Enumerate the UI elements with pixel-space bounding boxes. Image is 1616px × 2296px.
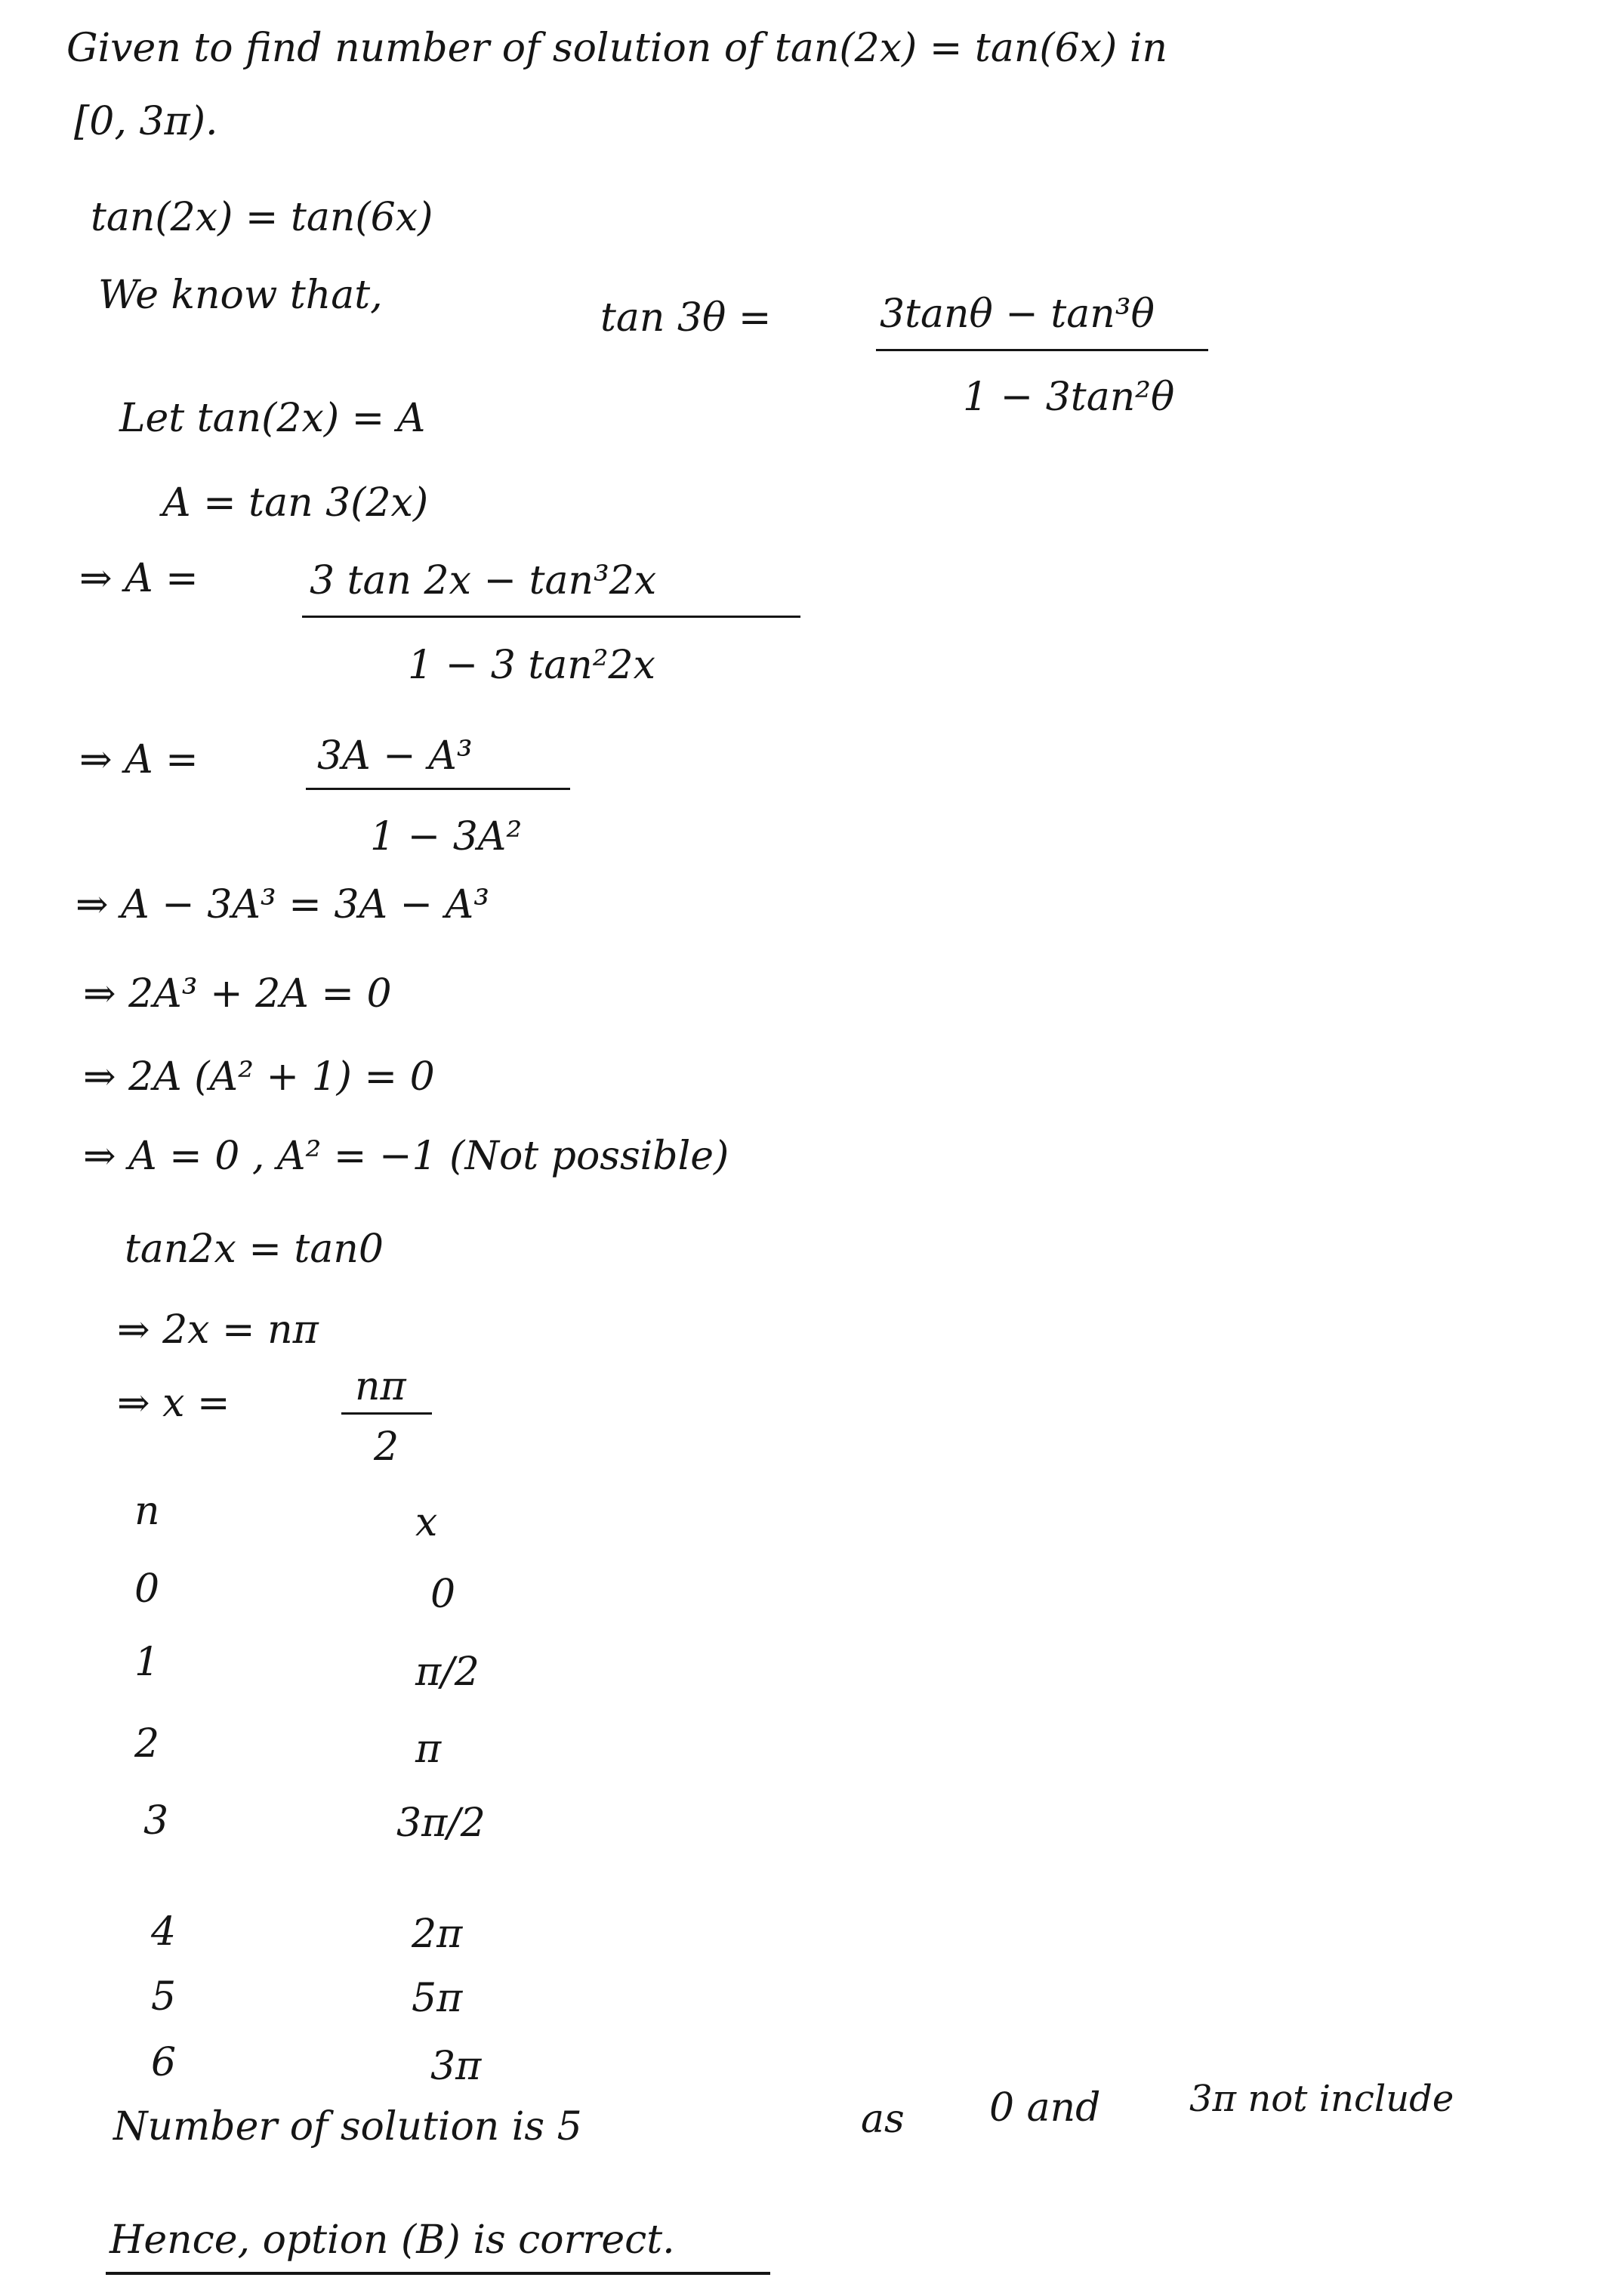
table-row-3-x: 3π/2: [396, 1801, 486, 1846]
fraction2-lhs: ⇒ A =: [79, 737, 199, 782]
fraction2-bar: [306, 788, 570, 790]
table-row-1-x: π/2: [415, 1649, 480, 1695]
table-header-x: x: [415, 1500, 438, 1545]
identity-numerator: 3tanθ − tan³θ: [880, 292, 1155, 337]
table-header-n: n: [134, 1489, 160, 1534]
let-tan2x-equals-a: Let tan(2x) = A: [119, 396, 426, 441]
table-row-2-n: 2: [134, 1721, 160, 1767]
conclusion-as: as: [861, 2097, 905, 2142]
general-2x-npi: ⇒ 2x = nπ: [117, 1307, 319, 1353]
table-row-6-x: 3π: [430, 2044, 482, 2089]
table-row-6-n: 6: [151, 2040, 177, 2085]
table-row-2-x: π: [415, 1727, 442, 1772]
conclusion-count: Number of solution is 5: [113, 2104, 582, 2149]
we-know-that: We know that,: [98, 273, 383, 318]
general-x-bar: [341, 1412, 432, 1415]
conclusion-3pi-not-included: 3π not include: [1189, 2078, 1454, 2120]
step-collect: ⇒ 2A³ + 2A = 0: [83, 971, 392, 1017]
identity-lhs: tan 3θ =: [600, 295, 772, 341]
table-row-5-n: 5: [151, 1974, 177, 2020]
general-x-numerator: nπ: [355, 1364, 406, 1409]
step-factor: ⇒ 2A (A² + 1) = 0: [83, 1054, 435, 1100]
intro-line-1: Given to find number of solution of tan(2x) = tan(6x) in: [66, 26, 1167, 71]
fraction2-denominator: 1 − 3A²: [370, 814, 523, 859]
step-roots: ⇒ A = 0 , A² = −1 (Not possible): [83, 1134, 729, 1179]
fraction2-numerator: 3A − A³: [317, 733, 473, 779]
general-tan2x-tan0: tan2x = tan0: [125, 1227, 384, 1272]
fraction1-numerator: 3 tan 2x − tan³2x: [310, 558, 657, 603]
table-row-0-x: 0: [430, 1572, 456, 1617]
table-row-4-n: 4: [151, 1909, 177, 1955]
table-row-3-n: 3: [143, 1798, 169, 1844]
general-x-lhs: ⇒ x =: [117, 1381, 230, 1426]
table-row-4-x: 2π: [412, 1912, 463, 1957]
table-row-1-n: 1: [134, 1640, 160, 1685]
conclusion-answer: Hence, option (B) is correct.: [109, 2217, 675, 2263]
identity-denominator: 1 − 3tan²θ: [963, 375, 1175, 420]
fraction1-denominator: 1 − 3 tan²2x: [408, 643, 655, 688]
intro-line-2: [0, 3π).: [74, 99, 218, 144]
fraction1-bar: [302, 616, 800, 618]
identity-fraction-bar: [876, 349, 1208, 351]
equation-tan2x-tan6x: tan(2x) = tan(6x): [91, 195, 433, 240]
fraction1-lhs: ⇒ A =: [79, 556, 199, 601]
answer-underline: [106, 2272, 770, 2275]
table-row-5-x: 5π: [412, 1976, 463, 2021]
step-expand: ⇒ A − 3A³ = 3A − A³: [76, 882, 490, 927]
a-equals-tan3-2x: A = tan 3(2x): [162, 480, 429, 526]
table-row-0-n: 0: [134, 1566, 160, 1612]
general-x-denominator: 2: [374, 1424, 399, 1470]
conclusion-zero-and: 0 and: [989, 2085, 1101, 2131]
